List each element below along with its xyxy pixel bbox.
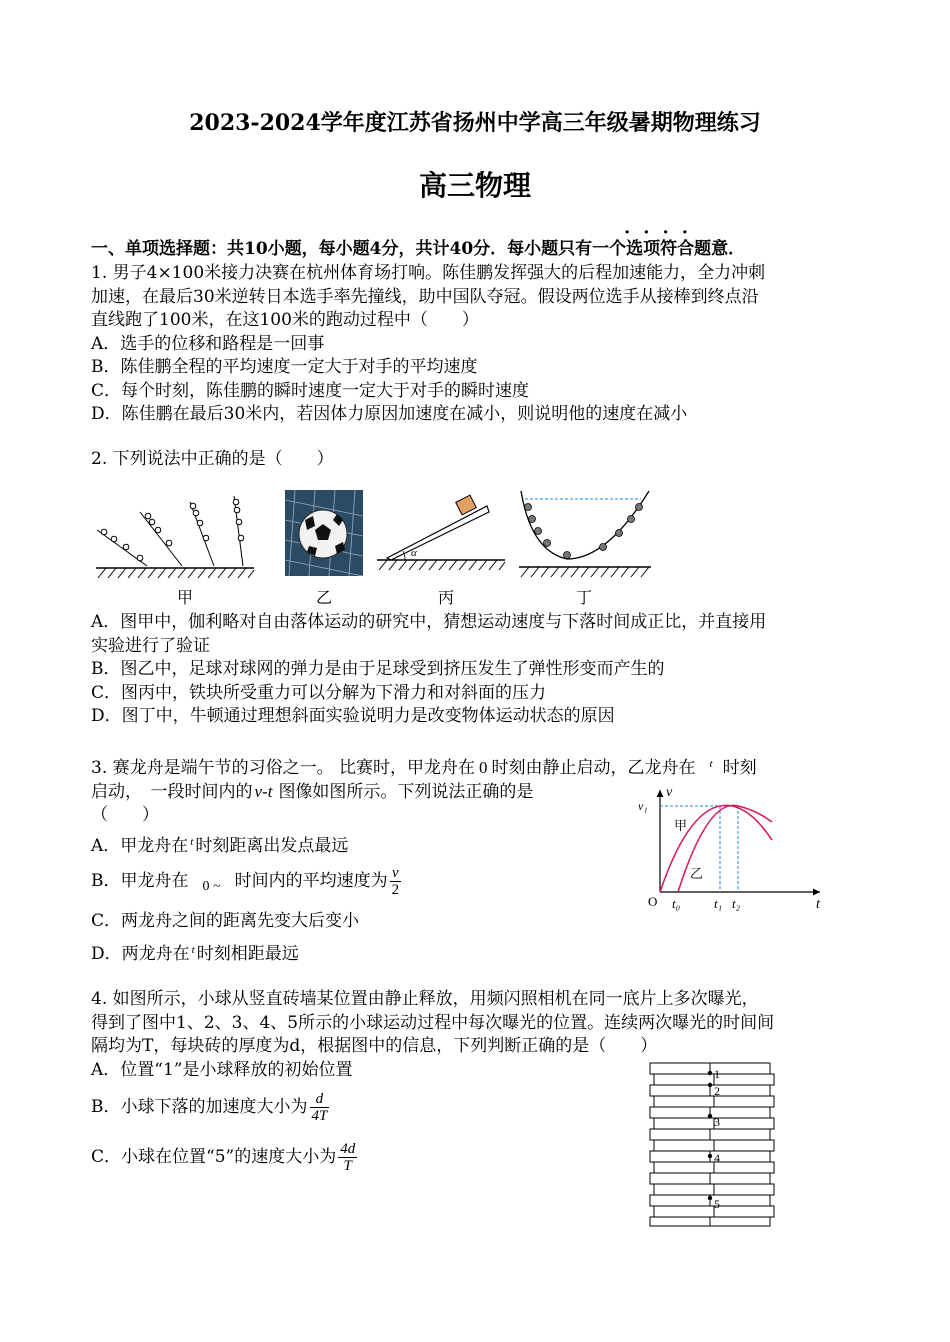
figure-label-ding: 丁: [575, 588, 592, 607]
q2-stem: 2. 下列说法中正确的是（ ）: [91, 449, 334, 469]
axis-label-v: v: [666, 785, 673, 800]
ball-position-1: [708, 1071, 712, 1075]
q3-option-a: A．甲龙舟在 $^t$ 时刻距离出发点最远: [91, 836, 349, 856]
q1-option-d: D．陈佳鹏在最后30米内，若因体力原因加速度在减小，则说明他的速度在减小: [91, 404, 688, 424]
fraction-v-over-2: $\frac{v}{2}$: [391, 865, 400, 898]
position-label-1: 1: [714, 1067, 720, 1081]
label-jia: 甲: [674, 819, 688, 834]
page-subtitle: 高三物理: [418, 169, 531, 202]
fraction-d-over-4T: $\frac{d}{4T}$: [311, 1091, 328, 1124]
figure-jia: [92, 490, 258, 580]
q3-line-1: 3. 赛龙舟是端午节的习俗之一。 比赛时，甲龙舟在 0 时刻由静止启动，乙龙舟在 $^t$ 时刻: [91, 758, 757, 778]
q2-option-c: C．图丙中，铁块所受重力可以分解为下滑力和对斜面的压力: [91, 683, 547, 703]
label-t1: t₁: [714, 896, 723, 911]
position-label-4: 4: [714, 1151, 720, 1165]
ball-position-4: [708, 1154, 712, 1158]
ball-position-2: [708, 1083, 712, 1087]
q2-option-a-1: A．图甲中，伽利略对自由落体运动的研究中，猜想运动速度与下落时间成正比，并直接用: [91, 612, 767, 632]
position-label-5: 5: [714, 1197, 720, 1211]
q1-option-c: C．每个时刻，陈佳鹏的瞬时速度一定大于对手的瞬时速度: [91, 381, 530, 401]
section-heading: 一、单项选择题：共10小题，每小题4分，共计40分．每小题只有一个选项符合题意．: [91, 239, 746, 259]
vt-graph: [632, 782, 832, 914]
figure-label-bing: 丙: [437, 588, 454, 607]
q1-option-a: A．选手的位移和路程是一回事: [91, 334, 325, 354]
alpha-label: α: [411, 547, 417, 559]
q3-option-d: D．两龙舟在 $^t$ 时刻相距最远: [91, 944, 299, 964]
ball-position-5: [708, 1196, 712, 1200]
q4-line-3: 隔均为T，每块砖的厚度为d，根据图中的信息，下列判断正确的是（ ）: [91, 1036, 658, 1056]
q4-line-1: 4. 如图所示，小球从竖直砖墙某位置由静止释放，用频闪照相机在同一底片上多次曝光，: [91, 989, 759, 1009]
q3-option-b: B．甲龙舟在 $_{0 \sim}$ 时间内的平均速度为 $\frac{v}{2}$: [91, 865, 400, 898]
fraction-4d-over-T: $\frac{4d}{T}$: [340, 1141, 356, 1174]
figure-ding-bowl: [515, 485, 655, 580]
q4-line-2: 得到了图中1、2、3、4、5所示的小球运动过程中每次曝光的位置。连续两次曝光的时间间: [91, 1013, 775, 1033]
label-origin: O: [648, 894, 658, 909]
q4-option-b: B．小球下落的加速度大小为 $\frac{d}{4T}$: [91, 1091, 328, 1124]
figure-yi-soccer-net: [285, 490, 363, 576]
position-label-3: 3: [714, 1115, 720, 1129]
q1-option-b: B．陈佳鹏全程的平均速度一定大于对手的平均速度: [91, 357, 478, 377]
q4-option-a: A．位置“1”是小球释放的初始位置: [91, 1060, 353, 1080]
q2-option-a-2: 实验进行了验证: [91, 636, 210, 656]
q3-line-2: 启动， 一段时间内的 v-t 图像如图所示。下列说法正确的是: [91, 782, 534, 802]
axis-label-t: t: [816, 897, 820, 912]
q4-option-c: C．小球在位置“5”的速度大小为 $\frac{4d}{T}$: [91, 1141, 356, 1174]
label-t2: t₂: [732, 896, 741, 911]
figure-bing-incline: [375, 490, 507, 580]
q1-line-2: 加速，在最后30米逆转日本选手率先撞线，助中国队夺冠。假设两位选手从接棒到终点沿: [91, 287, 759, 307]
label-t0: t₀: [672, 896, 681, 911]
figure-label-yi: 乙: [315, 588, 332, 607]
brick-wall-figure: [648, 1062, 778, 1228]
q3-line-3: （ ）: [91, 805, 159, 825]
position-label-2: 2: [714, 1084, 720, 1098]
q2-option-b: B．图乙中，足球对球网的弹力是由于足球受到挤压发生了弹性形变而产生的: [91, 659, 665, 679]
q3-option-c: C．两龙舟之间的距离先变大后变小: [91, 911, 360, 931]
emphasis-dots: ····: [624, 222, 702, 243]
page-title: 2023-2024学年度江苏省扬州中学高三年级暑期物理练习: [189, 110, 761, 136]
q1-line-1: 1. 男子4×100米接力决赛在杭州体育场打响。陈佳鹏发挥强大的后程加速能力，全力冲刺: [91, 263, 766, 283]
q2-option-d: D．图丁中，牛顿通过理想斜面实验说明力是改变物体运动状态的原因: [91, 706, 615, 726]
q1-line-3: 直线跑了100米，在这100米的跑动过程中（ ）: [91, 310, 479, 330]
figure-label-jia: 甲: [176, 588, 193, 607]
label-yi: 乙: [690, 867, 704, 882]
label-v1: v₁: [638, 799, 648, 813]
ball-position-3: [708, 1114, 712, 1118]
